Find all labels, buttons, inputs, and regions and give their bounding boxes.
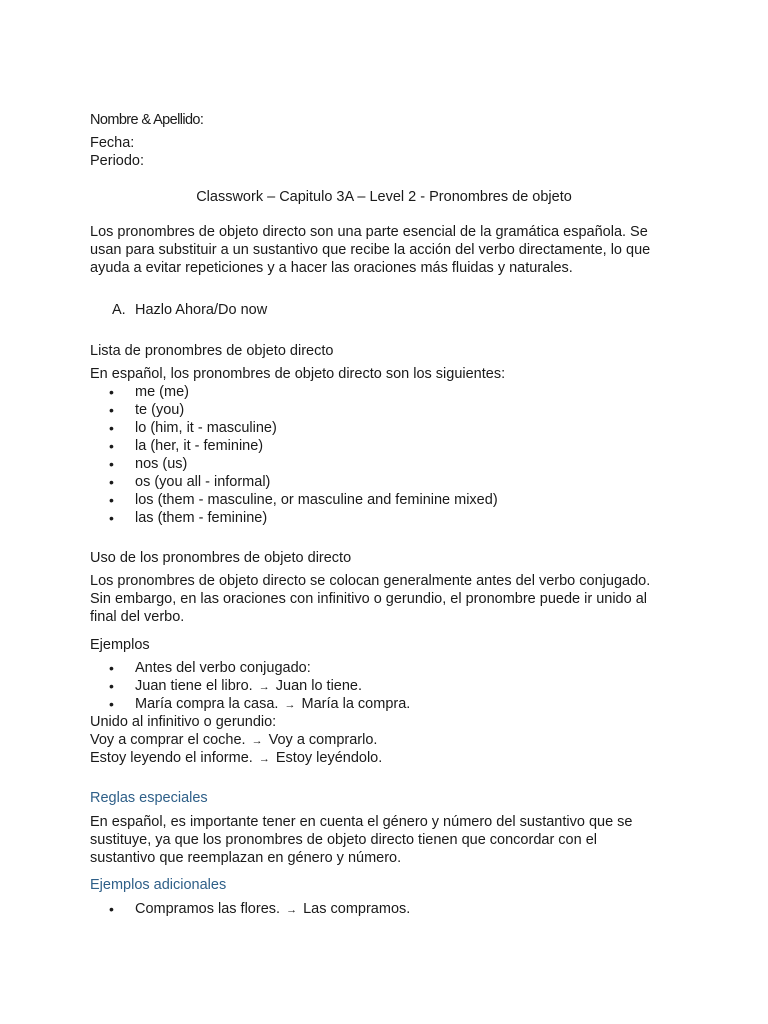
pronoun-item: lo (him, it - masculine) <box>135 420 277 436</box>
arrow-right-icon: → <box>251 735 263 747</box>
attached-line <box>90 731 682 749</box>
example-text: Voy a comprar el coche. <box>90 732 246 748</box>
list-item <box>90 677 682 695</box>
date-field-label: Fecha: <box>90 135 135 151</box>
example-result: Voy a comprarlo. <box>268 732 378 748</box>
example-result: Juan lo tiene. <box>275 678 363 694</box>
section-a-letter: A. <box>112 302 126 318</box>
name-field-label: Nombre & Apellido: <box>90 112 204 128</box>
intro-line: usan para substituir a un sustantivo que recibe la acción del verbo directamente, lo que <box>90 242 651 258</box>
usage-line: Sin embargo, en las oraciones con infinitivo o gerundio, el pronombre puede ir unido al <box>90 591 647 607</box>
special-rules-line: sustantivo que reemplazan en género y número. <box>90 850 402 866</box>
section-a-label: Hazlo Ahora/Do now <box>135 302 268 318</box>
example-text: María compra la casa. <box>135 696 279 712</box>
list-item <box>90 473 682 491</box>
list-item <box>90 383 682 401</box>
bullet-icon: • <box>109 420 114 436</box>
bullet-icon: • <box>109 660 114 676</box>
attached-examples <box>90 713 682 767</box>
pronoun-item: las (them - feminine) <box>135 510 268 526</box>
list-item <box>90 491 682 509</box>
list-item <box>90 401 682 419</box>
pronoun-item: me (me) <box>135 384 189 400</box>
pronoun-list-heading: Lista de pronombres de objeto directo <box>90 343 334 359</box>
bullet-icon: • <box>109 456 114 472</box>
example-text: Compramos las flores. <box>135 901 281 917</box>
additional-examples-list <box>90 900 682 918</box>
intro-paragraph <box>90 223 682 277</box>
examples-heading: Ejemplos <box>90 637 150 653</box>
additional-examples-heading: Ejemplos adicionales <box>90 877 227 893</box>
document-title: Classwork – Capitulo 3A – Level 2 - Pronombres de objeto <box>196 189 572 205</box>
bullet-icon: • <box>109 901 114 917</box>
special-rules-heading: Reglas especiales <box>90 790 208 806</box>
arrow-right-icon: → <box>258 753 270 765</box>
usage-line: Los pronombres de objeto directo se colocan generalmente antes del verbo conjugado. <box>90 573 651 589</box>
attached-line <box>90 713 682 731</box>
special-rules-line: sustituye, ya que los pronombres de objeto directo tienen que concordar con el <box>90 832 598 848</box>
bullet-icon: • <box>109 696 114 712</box>
pronoun-item: la (her, it - feminine) <box>135 438 264 454</box>
example-result: Las compramos. <box>303 901 411 917</box>
list-item <box>90 695 682 713</box>
bullet-icon: • <box>109 678 114 694</box>
example-result: María la compra. <box>301 696 411 712</box>
section-a-heading <box>112 301 267 319</box>
attached-line <box>90 749 682 767</box>
bullet-icon: • <box>109 438 114 454</box>
list-item <box>90 509 682 527</box>
bullet-icon: • <box>109 384 114 400</box>
example-text: Antes del verbo conjugado: <box>135 660 311 676</box>
bullet-icon: • <box>109 402 114 418</box>
special-rules-paragraph <box>90 813 682 867</box>
list-item <box>90 437 682 455</box>
pronoun-item: nos (us) <box>135 456 188 472</box>
pronoun-list-intro: En español, los pronombres de objeto directo son los siguientes: <box>90 366 506 382</box>
usage-paragraph <box>90 572 682 626</box>
pronoun-item: te (you) <box>135 402 185 418</box>
examples-list <box>90 659 682 713</box>
bullet-icon: • <box>109 474 114 490</box>
bullet-icon: • <box>109 492 114 508</box>
pronoun-list <box>90 383 682 527</box>
intro-line: ayuda a evitar repeticiones y a hacer las oraciones más fluidas y naturales. <box>90 260 573 276</box>
arrow-right-icon: → <box>286 904 298 916</box>
usage-heading: Uso de los pronombres de objeto directo <box>90 550 352 566</box>
arrow-right-icon: → <box>284 699 296 711</box>
pronoun-item: los (them - masculine, or masculine and feminine mixed) <box>135 492 498 508</box>
usage-line: final del verbo. <box>90 609 185 625</box>
bullet-icon: • <box>109 510 114 526</box>
example-text: Juan tiene el libro. <box>135 678 253 694</box>
example-text: Unido al infinitivo o gerundio: <box>90 714 277 730</box>
list-item <box>90 900 682 918</box>
intro-line: Los pronombres de objeto directo son una parte esencial de la gramática española. Se <box>90 224 648 240</box>
list-item <box>90 659 682 677</box>
list-item <box>90 419 682 437</box>
period-field-label: Periodo: <box>90 153 145 169</box>
special-rules-line: En español, es importante tener en cuenta el género y número del sustantivo que se <box>90 814 633 830</box>
example-text: Estoy leyendo el informe. <box>90 750 253 766</box>
pronoun-item: os (you all - informal) <box>135 474 271 490</box>
example-result: Estoy leyéndolo. <box>275 750 383 766</box>
list-item <box>90 455 682 473</box>
arrow-right-icon: → <box>258 681 270 693</box>
